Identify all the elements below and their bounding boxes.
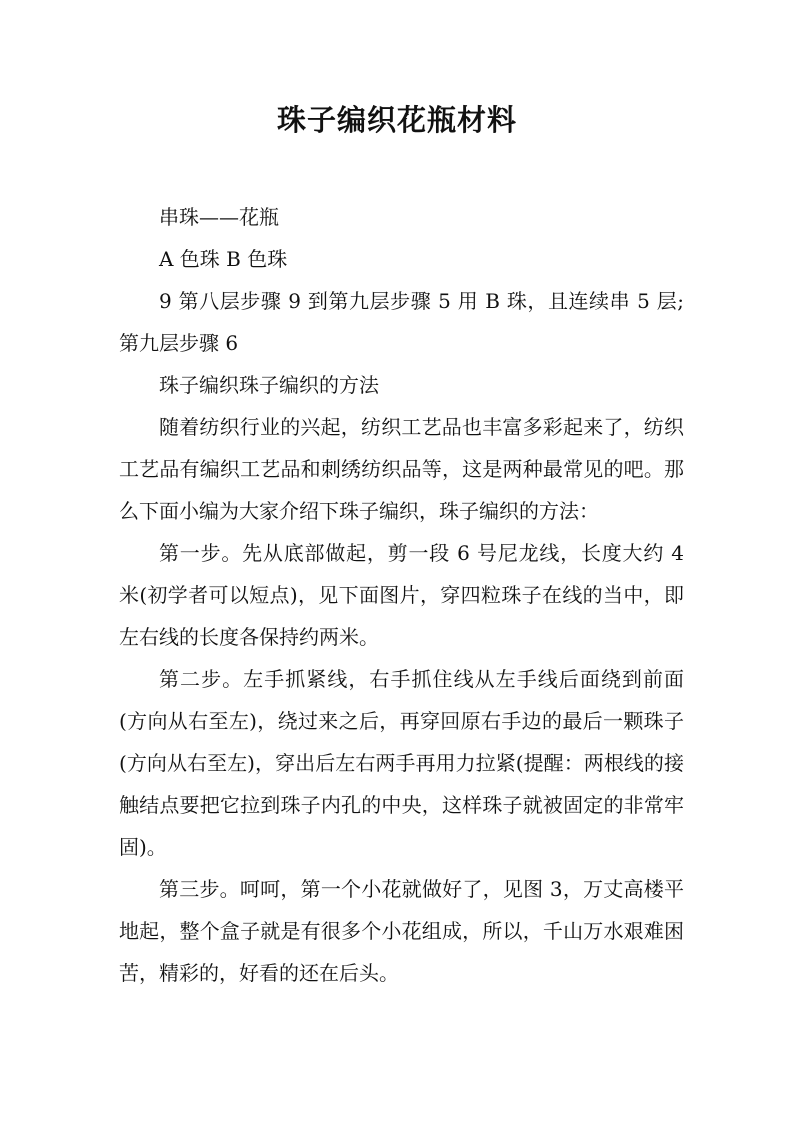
paragraph: 第一步。先从底部做起，剪一段 6 号尼龙线，长度大约 4 米(初学者可以短点)，见下面图片，穿四粒珠子在线的当中，即左右线的长度各保持约两米。 <box>119 541 684 649</box>
paragraph: 9 第八层步骤 9 到第九层步骤 5 用 B 珠，且连续串 5 层;第九层步骤 6 <box>119 289 684 355</box>
document-title: 珠子编织花瓶材料 <box>276 103 517 137</box>
document-body <box>119 196 684 994</box>
paragraph: A 色珠 B 色珠 <box>159 247 288 271</box>
paragraph: 第二步。左手抓紧线，右手抓住线从左手线后面绕到前面(方向从右至左)，绕过来之后，再穿回原右手边的最后一颗珠子(方向从右至左)，穿出后左右两手再用力拉紧(提醒：两根线的接触结点要把它拉到珠子内孔的中央，这样珠子就被固定的非常牢固)。 <box>119 667 684 859</box>
paragraph: 随着纺织行业的兴起，纺织工艺品也丰富多彩起来了，纺织工艺品有编织工艺品和刺绣纺织品等，这是两种最常见的吧。那么下面小编为大家介绍下珠子编织，珠子编织的方法： <box>119 415 684 523</box>
paragraph: 串珠——花瓶 <box>159 205 279 229</box>
paragraph: 珠子编织珠子编织的方法 <box>159 373 379 397</box>
paragraph: 第三步。呵呵，第一个小花就做好了，见图 3，万丈高楼平地起，整个盒子就是有很多个小花组成，所以，千山万水艰难困苦，精彩的，好看的还在后头。 <box>119 877 684 985</box>
